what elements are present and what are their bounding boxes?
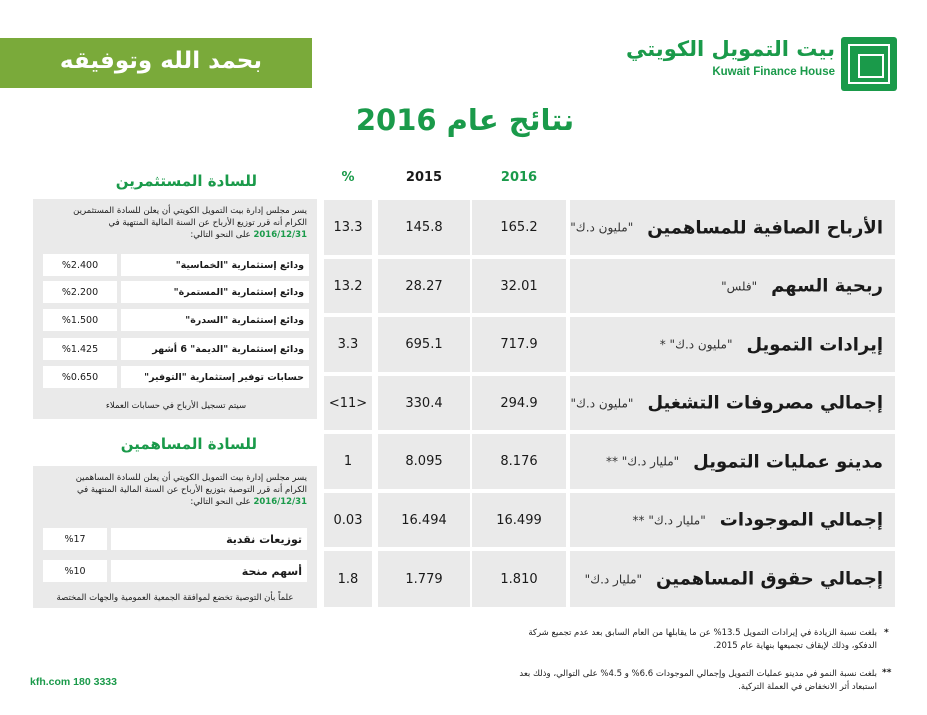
table-row bbox=[570, 551, 895, 607]
logo-english-name: Kuwait Finance House bbox=[712, 66, 835, 78]
table-row bbox=[570, 493, 895, 547]
value-2016: 8.176 bbox=[472, 434, 566, 489]
deposit-label: ودائع إستثمارية "السدرة" bbox=[121, 309, 309, 331]
intro-line: على النحو التالي: bbox=[190, 230, 251, 240]
row-unit: "مليار د.ك" bbox=[584, 572, 643, 586]
investors-title: للسادة المستثمرين bbox=[115, 172, 257, 190]
note-line: بلغت نسبة الزيادة في إيرادات التمويل 13.5% عن ما يقابلها من العام السابق بعد عدم تجميع شركة bbox=[528, 628, 877, 638]
page-title: نتائج عام 2016 bbox=[355, 103, 575, 137]
value-2015: 1.779 bbox=[378, 551, 470, 607]
row-label: إيرادات التمويل bbox=[746, 334, 883, 355]
contact-footer[interactable]: kfh.com 180 3333 bbox=[30, 676, 117, 688]
note-mark: ** bbox=[882, 668, 892, 678]
slogan-text: بحمد الله وتوفيقه bbox=[59, 48, 262, 74]
note-line: الدفكو، وذلك لإيقاف تجميعها بنهاية عام 2015. bbox=[713, 641, 877, 651]
value-2016: 717.9 bbox=[472, 317, 566, 372]
deposit-label: حسابات توفير إستثمارية "التوفير" bbox=[121, 366, 309, 388]
shareholders-footnote: علماً بأن التوصية تخضع لموافقة الجمعية العمومية والجهات المختصة bbox=[56, 593, 294, 603]
deposit-label: ودائع إستثمارية "الديمة" 6 أشهر bbox=[121, 338, 309, 360]
row-label: إجمالي حقوق المساهمين bbox=[656, 568, 883, 590]
value-2015: 16.494 bbox=[378, 493, 470, 547]
shareholders-title: للسادة المساهمين bbox=[120, 435, 257, 453]
header-2016: 2016 bbox=[500, 170, 538, 185]
deposit-rate: %2.400 bbox=[43, 254, 117, 276]
row-unit: "مليون د.ك" * bbox=[659, 337, 733, 352]
note-text bbox=[457, 627, 877, 653]
value-percent: 3.3 bbox=[324, 317, 372, 372]
note-line: استبعاد أثر الانخفاض في العملة التركية. bbox=[738, 682, 877, 692]
row-label: إجمالي الموجودات bbox=[719, 509, 883, 531]
investors-intro bbox=[39, 205, 307, 241]
value-2016: 16.499 bbox=[472, 493, 566, 547]
row-unit: "مليون د.ك" bbox=[570, 396, 634, 410]
deposit-rate: %0.650 bbox=[43, 366, 117, 388]
value-2015: 330.4 bbox=[378, 376, 470, 430]
intro-date: 2016/12/31 bbox=[253, 230, 307, 240]
row-unit: "مليون د.ك" bbox=[570, 220, 634, 235]
slogan-banner bbox=[0, 38, 312, 88]
row-unit: "مليار د.ك" ** bbox=[605, 454, 680, 469]
value-2016: 165.2 bbox=[472, 200, 566, 255]
deposit-rate: %1.500 bbox=[43, 309, 117, 331]
intro-line: الكرام أنه قرر التوصية بتوزيع الأرباح عن السنة المالية المنتهية في bbox=[77, 485, 307, 495]
intro-line: يسر مجلس إدارة بيت التمويل الكويتي أن يعلن للسادة المساهمين bbox=[75, 473, 307, 483]
value-percent: <11> bbox=[324, 376, 372, 430]
value-2016: 32.01 bbox=[472, 259, 566, 313]
value-percent: 0.03 bbox=[324, 493, 372, 547]
shareholders-intro bbox=[39, 472, 307, 508]
table-row bbox=[570, 434, 895, 489]
value-percent: 13.3 bbox=[324, 200, 372, 255]
value-2015: 695.1 bbox=[378, 317, 470, 372]
deposit-rate: %1.425 bbox=[43, 338, 117, 360]
row-label: مدينو عمليات التمويل bbox=[693, 451, 883, 472]
distribution-label: توزيعات نقدية bbox=[111, 528, 307, 550]
value-percent: 13.2 bbox=[324, 259, 372, 313]
value-2015: 28.27 bbox=[378, 259, 470, 313]
intro-line: الكرام أنه قرر توزيع الأرباح عن السنة المالية المنتهية في bbox=[108, 218, 307, 228]
deposit-label: ودائع إستثمارية "الخماسية" bbox=[121, 254, 309, 276]
intro-line: يسر مجلس إدارة بيت التمويل الكويتي أن يعلن للسادة المستثمرين bbox=[73, 206, 307, 216]
table-row bbox=[570, 200, 895, 255]
value-percent: 1 bbox=[324, 434, 372, 489]
value-2015: 145.8 bbox=[378, 200, 470, 255]
value-percent: 1.8 bbox=[324, 551, 372, 607]
note-text bbox=[457, 668, 877, 694]
table-row bbox=[570, 376, 895, 430]
header-2015: 2015 bbox=[405, 170, 443, 185]
logo-arabic-name: بيت التمويل الكويتي bbox=[625, 37, 835, 61]
row-unit: "فلس" bbox=[721, 279, 758, 293]
row-label: ربحية السهم bbox=[771, 275, 883, 297]
distribution-value: %17 bbox=[43, 528, 107, 550]
value-2015: 8.095 bbox=[378, 434, 470, 489]
note-mark: * bbox=[884, 628, 889, 638]
table-row bbox=[570, 259, 895, 313]
distribution-label: أسهم منحة bbox=[111, 560, 307, 582]
row-unit: "مليار د.ك" ** bbox=[632, 513, 706, 527]
table-row bbox=[570, 317, 895, 372]
note-line: بلغت نسبة النمو في مدينو عمليات التمويل وإجمالي الموجودات 6.6% و 4.5% على التوالي، وذلك بعد bbox=[519, 669, 877, 679]
kfh-logo-icon bbox=[841, 37, 897, 91]
header-percent: % bbox=[341, 170, 355, 185]
value-2016: 294.9 bbox=[472, 376, 566, 430]
intro-date: 2016/12/31 bbox=[253, 497, 307, 507]
distribution-value: %10 bbox=[43, 560, 107, 582]
investors-panel bbox=[33, 199, 317, 419]
row-label: إجمالي مصروفات التشغيل bbox=[647, 392, 883, 414]
deposit-rate: %2.200 bbox=[43, 281, 117, 303]
value-2016: 1.810 bbox=[472, 551, 566, 607]
shareholders-panel bbox=[33, 466, 317, 608]
investors-footnote: سيتم تسجيل الأرباح في حسابات العملاء bbox=[105, 401, 247, 411]
row-label: الأرباح الصافية للمساهمين bbox=[647, 217, 883, 238]
deposit-label: ودائع إستثمارية "المستمرة" bbox=[121, 281, 309, 303]
intro-line: على النحو التالي: bbox=[190, 497, 251, 507]
